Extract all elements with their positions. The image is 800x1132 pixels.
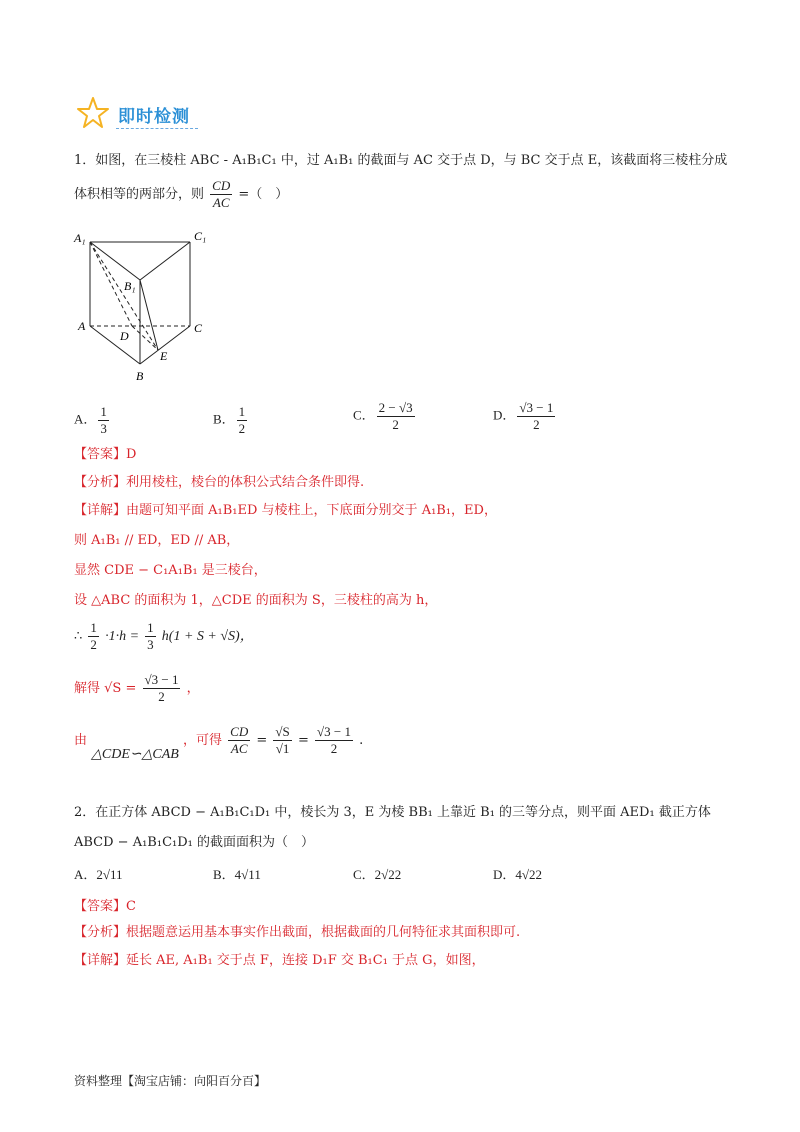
q1-option-b[interactable]: B． $\frac{1}{2}$ [213,404,246,436]
q1-analysis: 【分析】利用棱柱，棱台的体积公式结合条件即得. [74,475,365,490]
q1-stem-line2 [74,178,288,211]
q1-option-a[interactable]: A． $\frac{1}{3}$ [74,404,107,436]
q1-detail-3: 显然 CDE − C₁A₁B₁ 是三棱台， [74,563,267,578]
q1-option-d[interactable]: D． $\frac{√3 - 1}{2}$ [493,400,554,432]
q1-detail-4: 设 △ABC 的面积为 1，△CDE 的面积为 S，三棱柱的高为 h， [74,593,438,608]
title-underline [116,128,198,129]
q2-answer: 【答案】C [74,899,136,914]
q1-stem-line2-post: =（ ） [238,187,289,202]
q2-analysis: 【分析】根据题意运用基本事实作出截面，根据截面的几何特征求其面积即可. [74,925,521,940]
q1-stem-fraction: $\frac{CD}{AC}$ [212,178,231,210]
q1-answer: 【答案】D [74,447,137,462]
q2-option-c[interactable]: C．2√22 [353,867,402,882]
q1-detail-2: 则 A₁B₁ // ED，ED // AB， [74,533,240,548]
star-icon [76,96,110,134]
q2-stem-line1: 2．在正方体 ABCD − A₁B₁C₁D₁ 中，棱长为 3，E 为棱 BB₁ 上靠近 B₁ 的三等分点，则平面 AED₁ 截正方体 [74,805,711,820]
label-b1: B₁ [124,279,136,293]
q1-stem-line1: 1．如图，在三棱柱 ABC - A₁B₁C₁ 中，过 A₁B₁ 的截面与 AC 交于点 D，与 BC 交于点 E，该截面将三棱柱分成 [74,153,728,168]
q2-option-a[interactable]: A．2√11 [74,867,123,882]
label-c1: C₁ [194,229,207,243]
q1-detail-1: 【详解】由题可知平面 A₁B₁ED 与棱柱上，下底面分别交于 A₁B₁，ED， [74,503,497,518]
q2-stem-line2: ABCD − A₁B₁C₁D₁ 的截面面积为（ ） [74,835,314,850]
q1-detail-5: ∴ $\frac{1}{2}$ ·1·h = $\frac{1}{3}$ h(1 + S + √S)， [74,620,254,652]
q1-stem-line2-pre: 体积相等的两部分，则 [74,187,205,202]
label-c: C [194,321,203,335]
label-d: D [120,329,129,343]
q1-option-c[interactable]: C． $\frac{2 - √3}{2}$ [353,400,413,432]
q2-option-b[interactable]: B．4√11 [213,867,261,882]
q1-detail-6: 解得 √S = $\frac{√3 - 1}{2}$ ， [74,672,200,704]
prism-figure [70,228,220,388]
q2-detail-1: 【详解】延长 AE, A₁B₁ 交于点 F，连接 D₁F 交 B₁C₁ 于点 G，如图， [74,953,485,968]
footer-text: 资料整理【淘宝店铺：向阳百分百】 [74,1074,267,1088]
q1-detail-7: 由 △CDE∽△CAB ，可得 $\frac{CD}{AC}$ = $\frac{√S}{√1}$ = $\frac{√3 - 1}{2}$ . [74,724,364,762]
label-b: B [136,369,144,383]
label-a: A [78,319,86,333]
label-a1: A₁ [74,231,86,245]
label-e: E [160,349,168,363]
q2-option-d[interactable]: D．4√22 [493,867,543,882]
section-title: 即时检测 [118,107,190,127]
